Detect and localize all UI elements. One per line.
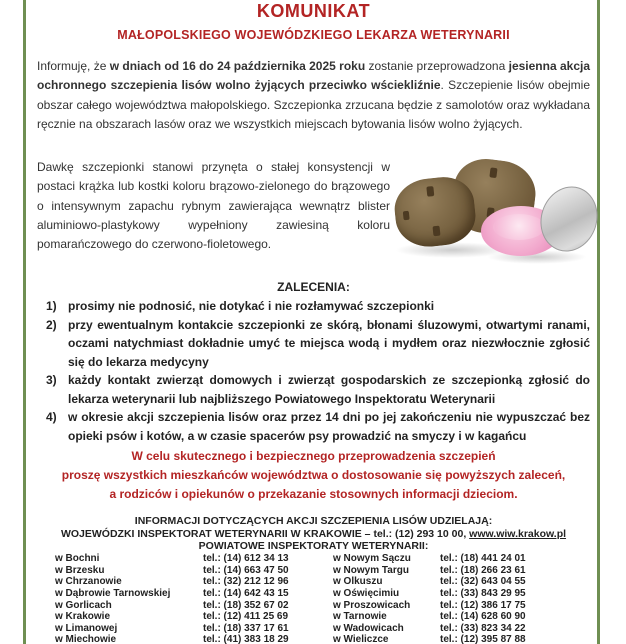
contact-city: w Wadowicach <box>333 622 404 634</box>
contact-row <box>37 588 590 600</box>
contact-phone: tel.: (14) 628 60 90 <box>440 611 526 623</box>
contact-city: w Miechowie <box>55 634 117 644</box>
contact-phone: tel.: (12) 395 87 88 <box>440 634 526 644</box>
page-subtitle: MAŁOPOLSKIEGO WOJEWÓDZKIEGO LEKARZA WETERYNARII <box>117 28 510 42</box>
list-item-text: prosimy nie podnosić, nie dotykać i nie rozłamywać szczepionki <box>68 299 435 313</box>
intro-paragraph <box>37 57 590 134</box>
contact-city: w Krakowie <box>55 611 111 623</box>
contact-city: w Bochni <box>55 553 100 564</box>
recommendations-heading: ZALECENIA: <box>277 280 350 294</box>
page-title: KOMUNIKAT <box>256 1 371 21</box>
contact-phone: tel.: (18) 337 17 61 <box>203 622 289 634</box>
contacts-table <box>37 553 590 644</box>
contact-phone: tel.: (18) 266 23 61 <box>440 564 526 576</box>
info-voivodeship-text: WOJEWÓDZKI INSPEKTORAT WETERYNARII W KRAKOWIE – tel.: (12) 293 10 00, <box>60 527 470 540</box>
website-link[interactable]: www.wiw.krakow.pl <box>469 527 567 540</box>
intro-campaign-bold: jesienna akcja ochronnego szczepienia lisów wolno żyjących przeciwko wściekliźnie <box>37 59 591 93</box>
contact-phone: tel.: (12) 411 25 69 <box>203 611 289 623</box>
contact-row <box>37 623 590 635</box>
list-item-text: każdy kontakt zwierząt domowych i zwierząt gospodarskich ze szczepionką zgłosić do lekarza weterynarii lub najbliższego Powiatowego Inspektoratu Weterynarii <box>68 373 590 406</box>
vaccine-bait-photo <box>395 158 590 270</box>
contact-row <box>37 576 590 588</box>
contact-city: w Nowym Sączu <box>333 553 411 564</box>
list-item-text: w okresie akcji szczepienia lisów oraz przez 14 dni po jej zakończeniu nie wypuszczać bez opieki psów i kotów, a w czasie spacerów psy prowadzić na smyczy i w kagańcu <box>68 410 590 443</box>
contact-phone: tel.: (14) 663 47 50 <box>203 564 289 576</box>
bait-disc-notch <box>426 186 434 197</box>
contact-phone: tel.: (18) 441 24 01 <box>440 553 526 564</box>
contact-city: w Olkuszu <box>333 576 383 588</box>
contact-phone: tel.: (33) 823 34 22 <box>440 622 526 634</box>
bait-disc-notch <box>403 211 410 221</box>
contact-city: w Oświęcimiu <box>333 587 400 599</box>
bait-disc-notch <box>432 226 440 237</box>
info-heading: INFORMACJI DOTYCZĄCYCH AKCJI SZCZEPIENIA LISÓW UDZIELAJĄ: <box>134 515 493 527</box>
appeal-paragraph <box>37 447 590 504</box>
list-item <box>37 297 590 316</box>
info-district-heading: POWIATOWE INSPEKTORATY WETERYNARII: <box>198 540 429 552</box>
recommendations-list <box>37 297 590 445</box>
list-item <box>37 408 590 445</box>
list-item-number: 1) <box>46 299 57 313</box>
contact-city: w Brzesku <box>55 564 105 576</box>
list-item <box>37 316 590 372</box>
contact-phone: tel.: (32) 212 12 96 <box>203 576 289 588</box>
appeal-line: a rodziców i opiekunów o przekazanie stosownych informacji dzieciom. <box>109 487 518 501</box>
contact-city: w Dąbrowie Tarnowskiej <box>55 587 171 599</box>
contact-phone: tel.: (12) 386 17 75 <box>440 599 526 611</box>
contact-phone: tel.: (18) 352 67 02 <box>203 599 289 611</box>
document-content <box>37 0 590 644</box>
info-voivodeship-line <box>37 528 590 541</box>
appeal-line: W celu skutecznego i bezpiecznego przeprowadzenia szczepień <box>131 449 496 463</box>
list-item-number: 2) <box>46 317 57 332</box>
page-border-left <box>23 0 26 644</box>
contact-phone: tel.: (14) 642 43 15 <box>203 587 289 599</box>
list-item-number: 4) <box>46 410 57 424</box>
bait-description-section <box>37 158 590 254</box>
contact-city: w Tarnowie <box>333 611 387 623</box>
info-section <box>37 515 590 553</box>
contact-phone: tel.: (41) 383 18 29 <box>203 634 289 644</box>
list-item-number: 3) <box>46 373 57 387</box>
contact-city: w Proszowicach <box>333 599 411 611</box>
contact-row <box>37 600 590 612</box>
intro-text-normal: Informuję, że <box>37 59 110 73</box>
contact-city: w Chrzanowie <box>55 576 122 588</box>
contact-city: w Gorlicach <box>55 599 112 611</box>
contact-phone: tel.: (33) 843 29 95 <box>440 587 526 599</box>
bait-description-text: Dawkę szczepionki stanowi przynęta o stałej konsystencji w postaci krążka lub kostki koloru brązowo-zielonego do brązowego o intensywnym zapachu rybnym zawierająca wewnątrz blister aluminiowo-plastykowy wypełniony zawiesiną koloru pomarańczowego do czerwono-fioletowego. <box>37 160 390 252</box>
list-item-text: przy ewentualnym kontakcie szczepionki ze skórą, błonami śluzowymi, otwartymi ranami, oczami natychmiast dokładnie umyć te miejsca wodą i mydłem oraz niezwłocznie zgłosić się do lekarza medycyny <box>68 317 590 369</box>
contact-city: w Wieliczce <box>333 634 389 644</box>
contact-phone: tel.: (14) 612 34 13 <box>203 553 289 564</box>
contact-row <box>37 565 590 577</box>
contact-city: w Nowym Targu <box>333 564 409 576</box>
list-item <box>37 371 590 408</box>
contact-phone: tel.: (32) 643 04 55 <box>440 576 526 588</box>
bait-brown-disc-front <box>392 174 479 250</box>
contact-row <box>37 553 590 565</box>
contact-city: w Limanowej <box>55 622 118 634</box>
page-border-right <box>597 0 600 644</box>
intro-dates-bold: w dniach od 16 do 24 października 2025 roku <box>109 59 366 73</box>
appeal-line: proszę wszystkich mieszkańców województwa o dostosowanie się powyższych zaleceń, <box>61 468 566 482</box>
bait-disc-notch <box>489 167 497 178</box>
contact-row <box>37 634 590 644</box>
contact-row <box>37 611 590 623</box>
intro-text-normal: . Szczepienie lisów obejmie obszar całego województwa małopolskiego. Szczepionka zrzucana będzie z samolotów oraz wykładana ręcznie na obszarach lasów oraz we wszystkich miejscach bytowania lisów wolno żyjących. <box>37 78 590 131</box>
intro-text-normal: zostanie przeprowadzona <box>365 59 509 73</box>
